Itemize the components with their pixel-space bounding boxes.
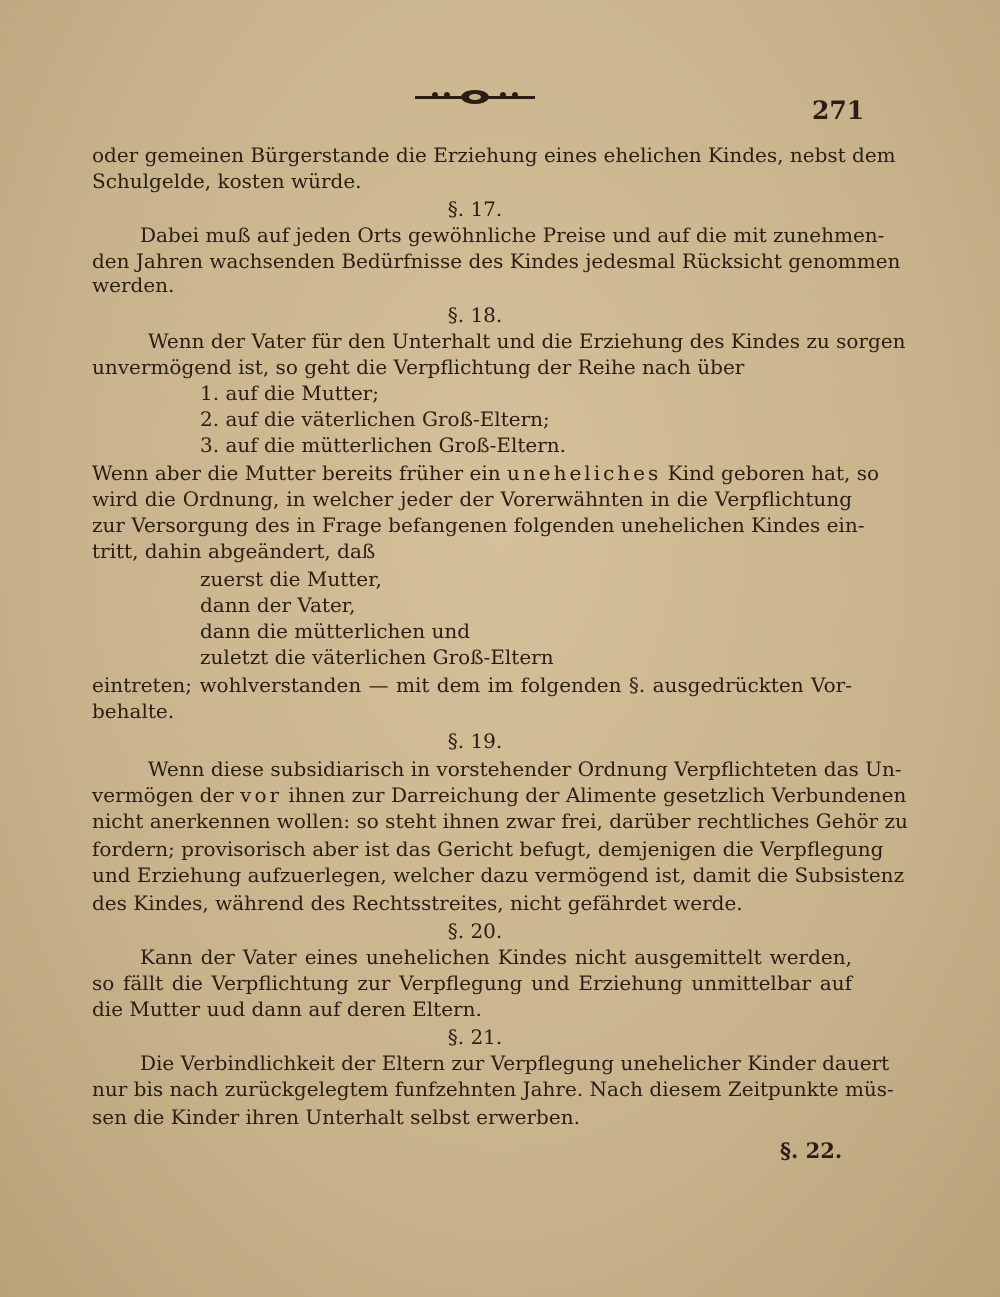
section-heading: §. 21. [447,1025,503,1049]
text-line: eintreten; wohlverstanden — mit dem im folgenden §. ausgedrückten Vor- [92,673,852,697]
text-line: oder gemeinen Bürgerstande die Erziehung eines ehelichen Kindes, nebst dem [92,143,896,167]
section-heading: §. 19. [447,729,503,753]
text-line: wird die Ordnung, in welcher jeder der Vorerwähnten in die Verpflichtung [92,487,852,511]
text-line: Wenn diese subsidiarisch in vorstehender Ordnung Verpflichteten das Un- [148,757,902,781]
emphasized-word: uneheliches [506,461,662,485]
text-line: fordern; provisorisch aber ist das Gericht befugt, demjenigen die Verpflegung [92,837,884,861]
text-line: Schulgelde, kosten würde. [92,169,362,193]
text-line: nicht anerkennen wollen: so steht ihnen zwar frei, darüber rechtliches Gehör zu [92,809,908,833]
text-line: den Jahren wachsenden Bedürfnisse des Kindes jedesmal Rücksicht genommen [92,249,901,273]
list-item: zuerst die Mutter, [200,567,382,591]
text-line: werden. [92,273,175,297]
list-item: 1. auf die Mutter; [200,381,379,405]
text-line: sen die Kinder ihren Unterhalt selbst erwerben. [92,1105,580,1129]
text-line [92,460,879,486]
text-line: behalte. [92,699,175,723]
section-heading: §. 20. [447,919,503,943]
text-line: Wenn der Vater für den Unterhalt und die Erziehung des Kindes zu sorgen [148,329,906,353]
list-item: zuletzt die väterlichen Groß-Eltern [200,645,554,669]
text-span: ihnen zur Darreichung der Alimente gesetzlich Verbundenen [282,783,907,807]
page-number: 271 [812,96,865,125]
text-span: vermögen der [92,783,241,807]
list-item: 2. auf die väterlichen Groß-Eltern; [200,407,550,431]
text-line: und Erziehung aufzuerlegen, welcher dazu vermögend ist, damit die Subsistenz [92,863,905,887]
text-line: nur bis nach zurückgelegtem funfzehnten Jahre. Nach diesem Zeitpunkte müs- [92,1077,894,1101]
text-line: Die Verbindlichkeit der Eltern zur Verpflegung unehelicher Kinder dauert [140,1051,890,1075]
emphasized-word: vor [240,783,283,807]
header-ornament [415,88,535,108]
list-item: 3. auf die mütterlichen Groß-Eltern. [200,433,567,457]
text-line: zur Versorgung des in Frage befangenen folgenden unehelichen Kindes ein- [92,513,865,537]
text-span: Wenn aber die Mutter bereits früher ein [92,461,507,485]
text-line: Kann der Vater eines unehelichen Kindes nicht ausgemittelt werden, [140,945,852,969]
list-item: dann der Vater, [200,593,356,617]
section-heading: §. 17. [447,197,503,221]
text-span: Kind geboren hat, so [661,461,879,485]
text-line: des Kindes, während des Rechtsstreites, nicht gefährdet werde. [92,891,743,915]
text-line: so fällt die Verpflichtung zur Verpflegung und Erziehung unmittelbar auf [92,971,852,995]
text-line: tritt, dahin abgeändert, daß [92,539,376,563]
text-line: die Mutter uud dann auf deren Eltern. [92,997,482,1021]
section-heading: §. 18. [447,303,503,327]
text-line [92,782,907,808]
catchword: §. 22. [780,1138,843,1163]
text-line: unvermögend ist, so geht die Verpflichtung der Reihe nach über [92,355,745,379]
text-line: Dabei muß auf jeden Orts gewöhnliche Preise und auf die mit zunehmen- [140,223,885,247]
list-item: dann die mütterlichen und [200,619,471,643]
